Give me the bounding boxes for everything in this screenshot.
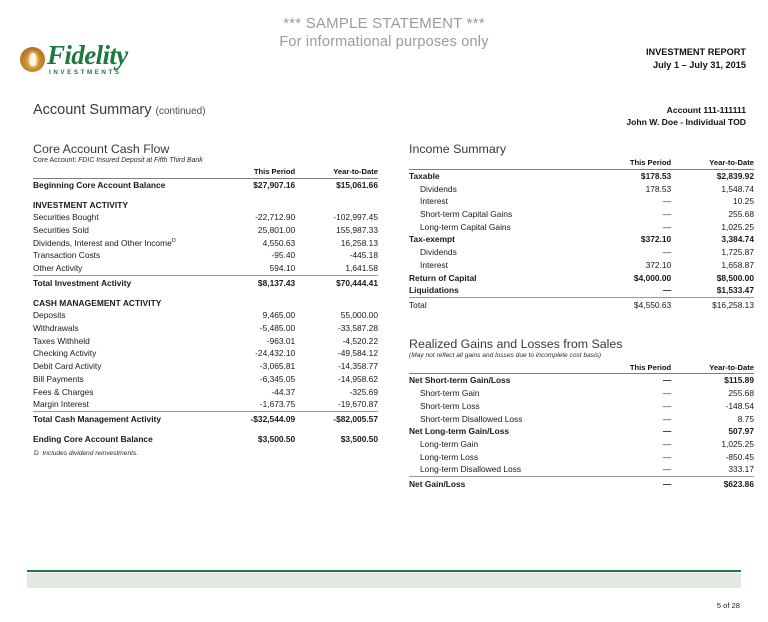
row-this-period: —: [662, 438, 672, 449]
row-year-to-date: 1,548.74: [721, 183, 754, 194]
core-table-head: [33, 166, 378, 178]
investment-activity-heading: INVESTMENT ACTIVITY: [33, 199, 129, 210]
table-row: [409, 246, 754, 259]
fidelity-pyramid-icon: [20, 47, 45, 72]
footer-green-rule: [27, 570, 741, 572]
table-row: [33, 347, 378, 360]
realized-gains-rows: [409, 374, 754, 477]
row-this-period: —: [662, 196, 672, 207]
income-summary-table: [409, 157, 754, 311]
row-label: Securities Sold: [33, 225, 89, 236]
income-summary-title: Income Summary: [409, 142, 507, 156]
row-this-period: —: [662, 209, 672, 220]
income-col-this-period: This Period: [588, 157, 671, 169]
row-this-period: —: [662, 388, 672, 399]
row-label: Debit Card Activity: [33, 361, 102, 372]
table-row: [33, 275, 378, 289]
row-year-to-date: $115.89: [724, 375, 754, 386]
cash-total-ytd: -$82,005.57: [295, 411, 378, 425]
ending-balance-label: Ending Core Account Balance: [33, 433, 153, 444]
row-year-to-date: 1,025.25: [721, 438, 754, 449]
page-title-continued: (continued): [155, 106, 206, 117]
investment-total-period: $8,137.43: [212, 275, 295, 289]
row-label: Dividends: [420, 183, 457, 194]
row-this-period: —: [662, 413, 672, 424]
table-row: [409, 195, 754, 208]
cash-total-body: [33, 411, 378, 445]
row-label: Net Short-term Gain/Loss: [409, 375, 511, 386]
row-year-to-date: 10.25: [733, 196, 754, 207]
investment-activity-rows: [33, 211, 378, 275]
investment-activity-head-row: [33, 198, 378, 211]
table-row: [409, 476, 754, 490]
row-label: Taxes Withheld: [33, 335, 90, 346]
row-this-period: —: [662, 400, 672, 411]
row-this-period: —: [662, 221, 672, 232]
row-label: Bill Payments: [33, 373, 84, 384]
right-column: [409, 142, 754, 490]
row-this-period: —: [662, 375, 672, 386]
row-this-period: $178.53: [640, 171, 672, 182]
core-col-blank: [33, 166, 212, 178]
core-account-label: Core Account:: [33, 157, 77, 164]
row-this-period: 372.10: [645, 259, 672, 270]
row-this-period: —: [662, 247, 672, 258]
income-table-head: [409, 157, 754, 169]
table-row: [409, 412, 754, 425]
row-label: Short-term Capital Gains: [420, 209, 513, 220]
row-year-to-date: -14,358.77: [337, 361, 378, 372]
row-year-to-date: 255.68: [728, 209, 754, 220]
row-this-period: 594.10: [269, 263, 296, 274]
section-gap: [409, 311, 754, 337]
table-row: [409, 259, 754, 272]
core-table-body: [33, 178, 378, 211]
page-title: [33, 102, 206, 118]
row-year-to-date: 255.68: [728, 388, 754, 399]
beginning-balance-label: Beginning Core Account Balance: [33, 180, 166, 191]
table-row: [33, 411, 378, 425]
row-this-period: $4,000.00: [633, 272, 672, 283]
row-this-period: —: [662, 285, 672, 296]
dividend-footnote: [33, 450, 378, 457]
table-row: [33, 236, 378, 249]
row-this-period: -95.40: [271, 250, 296, 261]
table-row: [409, 271, 754, 284]
logo-tagline: INVESTMENTS: [49, 69, 122, 76]
row-this-period: -5,485.00: [259, 323, 296, 334]
table-row: [33, 360, 378, 373]
investment-total-ytd: $70,444.41: [295, 275, 378, 289]
row-this-period: —: [662, 451, 672, 462]
ending-balance-ytd: $3,500.50: [340, 433, 378, 444]
gains-table-header-row: [409, 361, 754, 373]
row-year-to-date: -325.69: [349, 386, 378, 397]
net-gain-loss-period: —: [588, 476, 671, 490]
row-label: Dividends, Interest and Other Income$^D$: [33, 237, 176, 248]
core-account-value: FDIC Insured Deposit at Fifth Third Bank: [78, 157, 203, 164]
core-cash-flow-subtitle: [33, 157, 378, 164]
cash-management-heading: CASH MANAGEMENT ACTIVITY: [33, 297, 162, 308]
income-table-header-row: [409, 157, 754, 169]
row-label: Taxable: [409, 171, 440, 182]
row-this-period: 4,550.63: [262, 237, 296, 248]
cash-management-rows: [33, 309, 378, 411]
footer-band: [27, 573, 741, 588]
realized-gains-title: Realized Gains and Losses from Sales: [409, 337, 623, 352]
ending-balance-period: $3,500.50: [257, 433, 296, 444]
row-year-to-date: 16,258.13: [340, 237, 378, 248]
row-label: Withdrawals: [33, 323, 79, 334]
row-year-to-date: -148.54: [725, 400, 754, 411]
table-row: [33, 211, 378, 224]
table-row: [409, 220, 754, 233]
table-row: [33, 224, 378, 237]
cash-management-head-row: [33, 296, 378, 309]
table-row: [33, 372, 378, 385]
row-this-period: -1,673.75: [259, 399, 296, 410]
row-label: Interest: [420, 196, 448, 207]
table-row: [33, 262, 378, 275]
core-cash-flow-title: Core Account Cash Flow: [33, 142, 170, 156]
table-row: [33, 309, 378, 322]
fidelity-logo: [20, 42, 128, 76]
table-row: [33, 398, 378, 411]
row-label: Net Long-term Gain/Loss: [409, 426, 510, 437]
sample-banner-line-1: *** SAMPLE STATEMENT ***: [283, 15, 485, 32]
income-col-ytd: Year-to-Date: [671, 157, 754, 169]
row-label: Transaction Costs: [33, 250, 101, 261]
footnote-marker: D: [34, 450, 39, 458]
table-row: [409, 169, 754, 182]
gains-table-head: [409, 361, 754, 373]
cash-total-label: Total Cash Management Activity: [33, 411, 212, 425]
row-this-period: 178.53: [645, 183, 672, 194]
realized-gains-table: [409, 361, 754, 490]
page-title-main: Account Summary: [33, 102, 152, 118]
row-year-to-date: 1,658.87: [721, 259, 754, 270]
row-label: Other Activity: [33, 263, 83, 274]
table-row: [409, 450, 754, 463]
core-col-ytd: Year-to-Date: [295, 166, 378, 178]
row-label: Tax-exempt: [409, 234, 455, 245]
net-gain-loss-label: Net Gain/Loss: [409, 476, 588, 490]
income-summary-rows: [409, 169, 754, 297]
row-year-to-date: -445.18: [349, 250, 378, 261]
row-this-period: —: [662, 464, 672, 475]
net-gain-loss-ytd: $623.86: [671, 476, 754, 490]
summary-title-bar: [0, 102, 768, 142]
row-label: Interest: [420, 259, 448, 270]
row-year-to-date: 55,000.00: [340, 310, 378, 321]
report-label: INVESTMENT REPORT: [645, 47, 746, 57]
row-label: Fees & Charges: [33, 386, 94, 397]
row-this-period: -6,345.05: [259, 373, 296, 384]
table-row: [409, 208, 754, 221]
row-year-to-date: $2,839.92: [716, 171, 754, 182]
page-footer: [0, 554, 768, 622]
row-year-to-date: 155,987.33: [336, 225, 378, 236]
sample-banner-line-2: For informational purposes only: [279, 34, 489, 50]
report-meta: [646, 46, 746, 71]
row-label: Liquidations: [409, 285, 459, 296]
report-period: July 1 – July 31, 2015: [653, 59, 746, 70]
row-year-to-date: 333.17: [728, 464, 754, 475]
row-label: Long-term Loss: [420, 451, 479, 462]
income-total-ytd: $16,258.13: [671, 297, 754, 311]
row-year-to-date: $8,500.00: [716, 272, 754, 283]
row-year-to-date: -19,670.87: [337, 399, 378, 410]
cash-total-period: -$32,544.09: [212, 411, 295, 425]
table-row: [409, 182, 754, 195]
row-year-to-date: 1,641.58: [345, 263, 378, 274]
row-year-to-date: 1,025.25: [721, 221, 754, 232]
row-this-period: -24,432.10: [255, 348, 296, 359]
page-number: 5 of 28: [716, 601, 740, 610]
row-year-to-date: 1,725.87: [721, 247, 754, 258]
row-year-to-date: -49,584.12: [337, 348, 378, 359]
footnote-text: Includes dividend reinvestments.: [42, 450, 139, 458]
table-row: [409, 399, 754, 412]
gains-total-body: [409, 476, 754, 490]
core-col-this-period: This Period: [212, 166, 295, 178]
income-total-label: Total: [409, 297, 588, 311]
row-label: Long-term Capital Gains: [420, 221, 511, 232]
table-row: [409, 425, 754, 438]
row-year-to-date: -102,997.45: [333, 212, 378, 223]
row-this-period: -963.01: [266, 335, 296, 346]
row-year-to-date: -14,958.62: [337, 373, 378, 384]
row-year-to-date: 3,384.74: [721, 234, 754, 245]
table-row: [409, 438, 754, 451]
investment-total-label: Total Investment Activity: [33, 275, 212, 289]
core-table-header-row: [33, 166, 378, 178]
table-row: [409, 297, 754, 311]
row-this-period: -3,065.81: [259, 361, 296, 372]
statement-body: [0, 142, 768, 490]
table-row: [33, 385, 378, 398]
beginning-balance-period: $27,907.16: [253, 180, 296, 191]
investment-total-body: [33, 275, 378, 309]
row-label: Long-term Gain: [420, 438, 479, 449]
row-label: Return of Capital: [409, 272, 477, 283]
table-row: [33, 334, 378, 347]
row-footnote-marker: D: [171, 237, 176, 244]
spacer-row: [33, 425, 378, 432]
row-label: Deposits: [33, 310, 66, 321]
income-total-period: $4,550.63: [588, 297, 671, 311]
row-year-to-date: -33,587.28: [337, 323, 378, 334]
account-identification: [626, 104, 746, 128]
spacer-row: [33, 191, 378, 198]
table-row: [409, 284, 754, 297]
table-row: [409, 387, 754, 400]
row-this-period: -44.37: [271, 386, 296, 397]
logo-wordmark: Fidelity: [47, 40, 128, 70]
row-label: Short-term Loss: [420, 400, 480, 411]
row-this-period: 25,801.00: [257, 225, 296, 236]
logo-text: [47, 42, 128, 76]
row-year-to-date: $1,533.47: [716, 285, 754, 296]
table-row: [33, 249, 378, 262]
row-label: Margin Interest: [33, 399, 89, 410]
row-label: Dividends: [420, 247, 457, 258]
core-cash-flow-table: [33, 166, 378, 445]
gains-col-blank: [409, 361, 588, 373]
spacer-row: [33, 289, 378, 296]
row-year-to-date: 8.75: [737, 413, 754, 424]
account-owner: John W. Doe - Individual TOD: [626, 117, 746, 127]
table-row: [409, 233, 754, 246]
row-label: Securities Bought: [33, 212, 99, 223]
row-year-to-date: -850.45: [725, 451, 754, 462]
row-label: Checking Activity: [33, 348, 97, 359]
table-row: [33, 178, 378, 191]
income-total-body: [409, 297, 754, 311]
gains-col-this-period: This Period: [588, 361, 671, 373]
table-row: [409, 374, 754, 387]
row-year-to-date: 507.97: [728, 426, 754, 437]
beginning-balance-ytd: $15,061.66: [336, 180, 378, 191]
left-column: [33, 142, 378, 490]
row-year-to-date: -4,520.22: [342, 335, 378, 346]
gains-col-ytd: Year-to-Date: [671, 361, 754, 373]
row-this-period: —: [662, 426, 672, 437]
row-label: Long-term Disallowed Loss: [420, 464, 522, 475]
row-label: Short-term Gain: [420, 388, 480, 399]
table-row: [33, 322, 378, 335]
row-label: Short-term Disallowed Loss: [420, 413, 523, 424]
row-this-period: 9,465.00: [262, 310, 296, 321]
income-col-blank: [409, 157, 588, 169]
account-number: Account 111-111111: [666, 105, 746, 115]
page-header: [0, 0, 768, 88]
row-this-period: $372.10: [640, 234, 672, 245]
table-row: [33, 432, 378, 445]
row-this-period: -22,712.90: [255, 212, 296, 223]
realized-gains-subtitle: (May not reflect all gains and losses due to incomplete cost basis): [409, 352, 602, 360]
table-row: [409, 463, 754, 476]
